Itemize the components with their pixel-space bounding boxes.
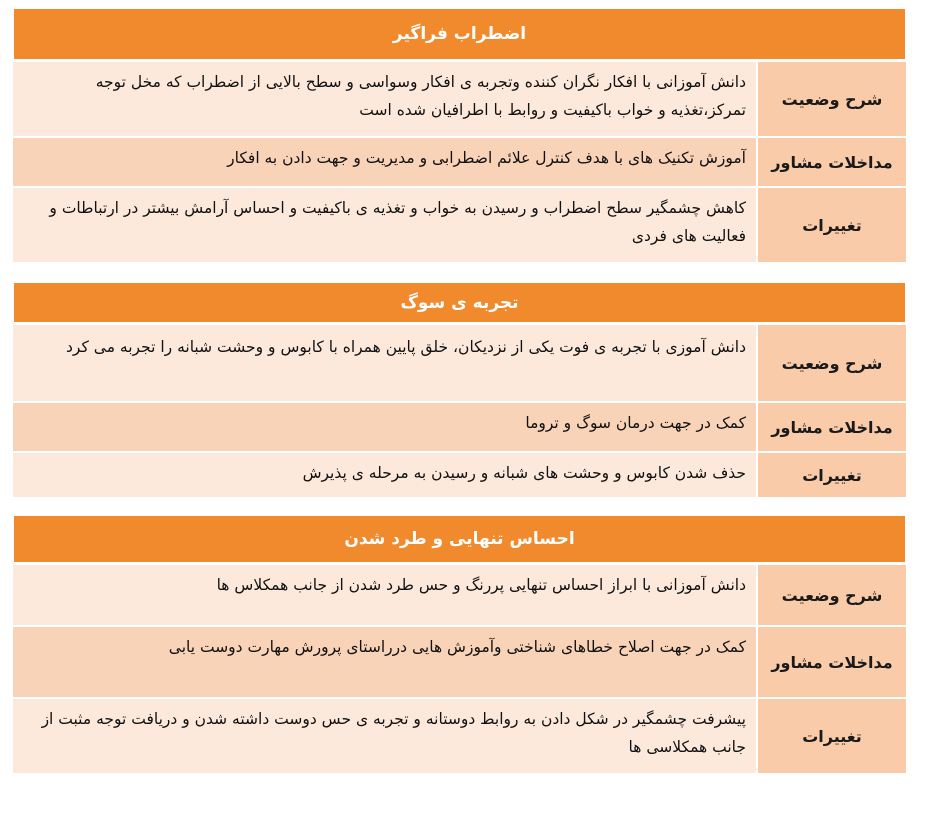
row-content: دانش آموزانی با افکار نگران کننده وتجربه ی افکار وسواسی و سطح بالایی از اضطراب که مخل توجه تمرکز،تغذیه و خواب باکیفیت و روابط با اطرافیان شده است [13, 62, 756, 136]
table-row [13, 401, 906, 451]
table-row [13, 697, 906, 773]
table-row [13, 60, 906, 136]
table-row [13, 186, 906, 262]
row-content: حذف شدن کابوس و وحشت های شبانه و رسیدن به مرحله ی پذیرش [13, 453, 756, 497]
row-label: تغییرات [756, 188, 906, 262]
table-row [13, 451, 906, 497]
section-loneliness-rejection [13, 515, 906, 773]
row-label: شرح وضعیت [756, 325, 906, 401]
row-label: تغییرات [756, 453, 906, 497]
table-row [13, 136, 906, 186]
row-content: کمک در جهت اصلاح خطاهای شناختی وآموزش هایی درراستای پرورش مهارت دوست یابی [13, 627, 756, 697]
row-content: کمک در جهت درمان سوگ و تروما [13, 403, 756, 451]
row-label: تغییرات [756, 699, 906, 773]
row-content: دانش آموزی با تجربه ی فوت یکی از نزدیکان، خلق پایین همراه با کابوس و وحشت شبانه را تجربه می کرد [13, 325, 756, 401]
row-label: مداخلات مشاور [756, 627, 906, 697]
row-label: مداخلات مشاور [756, 138, 906, 186]
row-content: آموزش تکنیک های با هدف کنترل علائم اضطرابی و مدیریت و جهت دادن به افکار [13, 138, 756, 186]
row-label: مداخلات مشاور [756, 403, 906, 451]
section-title: تجربه ی سوگ [13, 282, 906, 323]
row-content: کاهش چشمگیر سطح اضطراب و رسیدن به خواب و تغذیه ی باکیفیت و احساس آرامش بیشتر در ارتباطات و فعالیت های فردی [13, 188, 756, 262]
row-label: شرح وضعیت [756, 565, 906, 625]
table-row [13, 323, 906, 401]
section-title: احساس تنهایی و طرد شدن [13, 515, 906, 563]
table-row [13, 563, 906, 625]
row-label: شرح وضعیت [756, 62, 906, 136]
row-content: دانش آموزانی با ابراز احساس تنهایی پررنگ و حس طرد شدن از جانب همکلاس ها [13, 565, 756, 625]
section-generalized-anxiety [13, 8, 906, 262]
section-title: اضطراب فراگیر [13, 8, 906, 60]
row-content: پیشرفت چشمگیر در شکل دادن به روابط دوستانه و تجربه ی حس دوست داشته شدن و دریافت توجه مثبت از جانب همکلاسی ها [13, 699, 756, 773]
section-grief [13, 282, 906, 497]
table-row [13, 625, 906, 697]
